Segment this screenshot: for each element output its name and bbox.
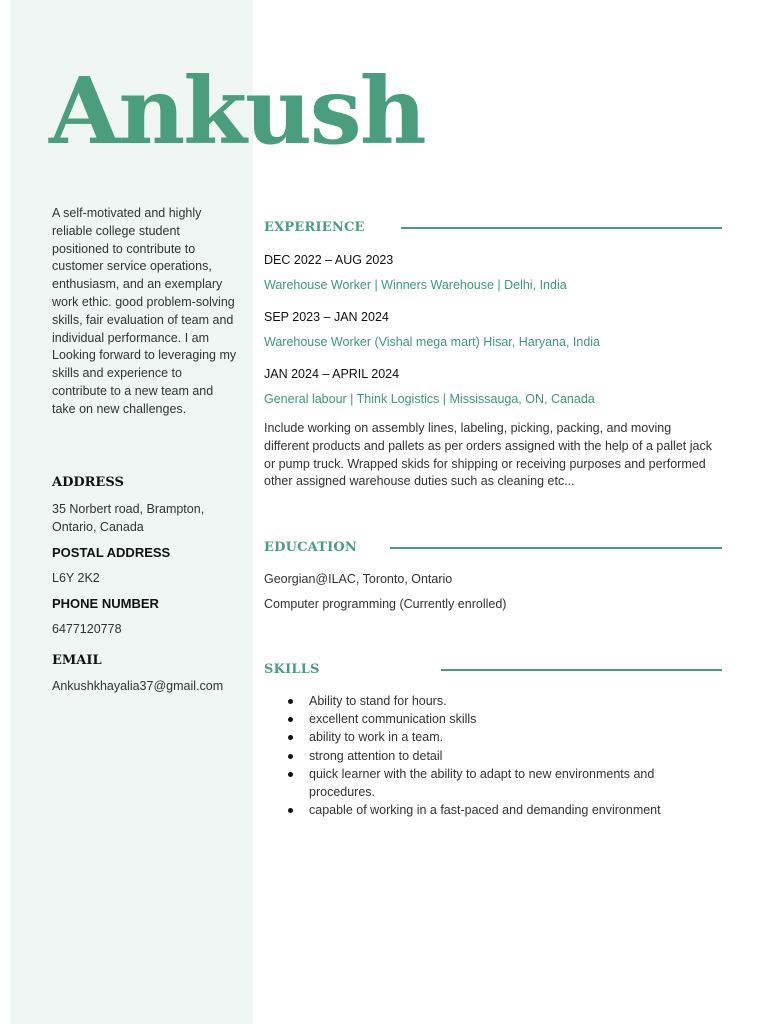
email-heading: EMAIL (52, 653, 102, 668)
email-value: Ankushkhayalia37@gmail.com (52, 679, 224, 693)
address-heading: ADDRESS (52, 475, 124, 490)
education-heading: EDUCATION (264, 540, 358, 555)
address-value: 35 Norbert road, Brampton, Ontario, Canada (52, 502, 205, 534)
postal-heading: POSTAL ADDRESS (52, 545, 171, 560)
skill-item: ability to work in a team. (264, 728, 704, 746)
postal-value: L6Y 2K2 (52, 571, 100, 585)
job-role: Warehouse Worker | Winners Warehouse | Delhi, India (264, 278, 567, 292)
skills-heading: SKILLS (264, 662, 320, 677)
job-dates: SEP 2023 – JAN 2024 (264, 310, 389, 324)
skill-item: strong attention to detail (264, 747, 704, 765)
candidate-name: Ankush (49, 57, 425, 165)
job-dates: JAN 2024 – APRIL 2024 (264, 367, 400, 381)
address-section (52, 474, 242, 537)
experience-heading: EXPERIENCE (264, 220, 365, 235)
phone-heading: PHONE NUMBER (52, 596, 159, 611)
job-dates: DEC 2022 – AUG 2023 (264, 253, 394, 267)
skill-item: quick learner with the ability to adapt to new environments and procedures. (264, 765, 704, 801)
profile-summary: A self-motivated and highly reliable college student positioned to contribute to customer service operations, enthusiasm, and an exemplary work ethic. good problem-solving skills, fair evaluation of team and individual performance. I am Looking forward to leveraging my skills and experience to contribute to a new team and take on new challenges. (52, 206, 237, 416)
job-role: Warehouse Worker (Vishal mega mart) Hisar, Haryana, India (264, 335, 601, 349)
education-program: Computer programming (Currently enrolled) (264, 597, 507, 611)
education-divider (390, 547, 722, 549)
skills-list (264, 692, 704, 819)
postal-section (52, 544, 242, 588)
skill-item: excellent communication skills (264, 710, 704, 728)
experience-description: Include working on assembly lines, labeling, picking, packing, and moving different products and pallets as per orders assigned with the help of a pallet jack or pump truck. Wrapped skids for shipping or receiving purposes and performed other assigned warehouse duties such as cleaning etc... (264, 421, 712, 489)
skills-divider (441, 669, 722, 671)
skill-item: Ability to stand for hours. (264, 692, 704, 710)
email-section (52, 652, 242, 696)
education-school: Georgian@ILAC, Toronto, Ontario (264, 572, 453, 586)
job-role: General labour | Think Logistics | Mississauga, ON, Canada (264, 392, 595, 406)
phone-value: 6477120778 (52, 622, 122, 636)
skill-item: capable of working in a fast-paced and demanding environment (264, 801, 704, 819)
phone-section (52, 595, 242, 639)
experience-divider (401, 227, 722, 229)
